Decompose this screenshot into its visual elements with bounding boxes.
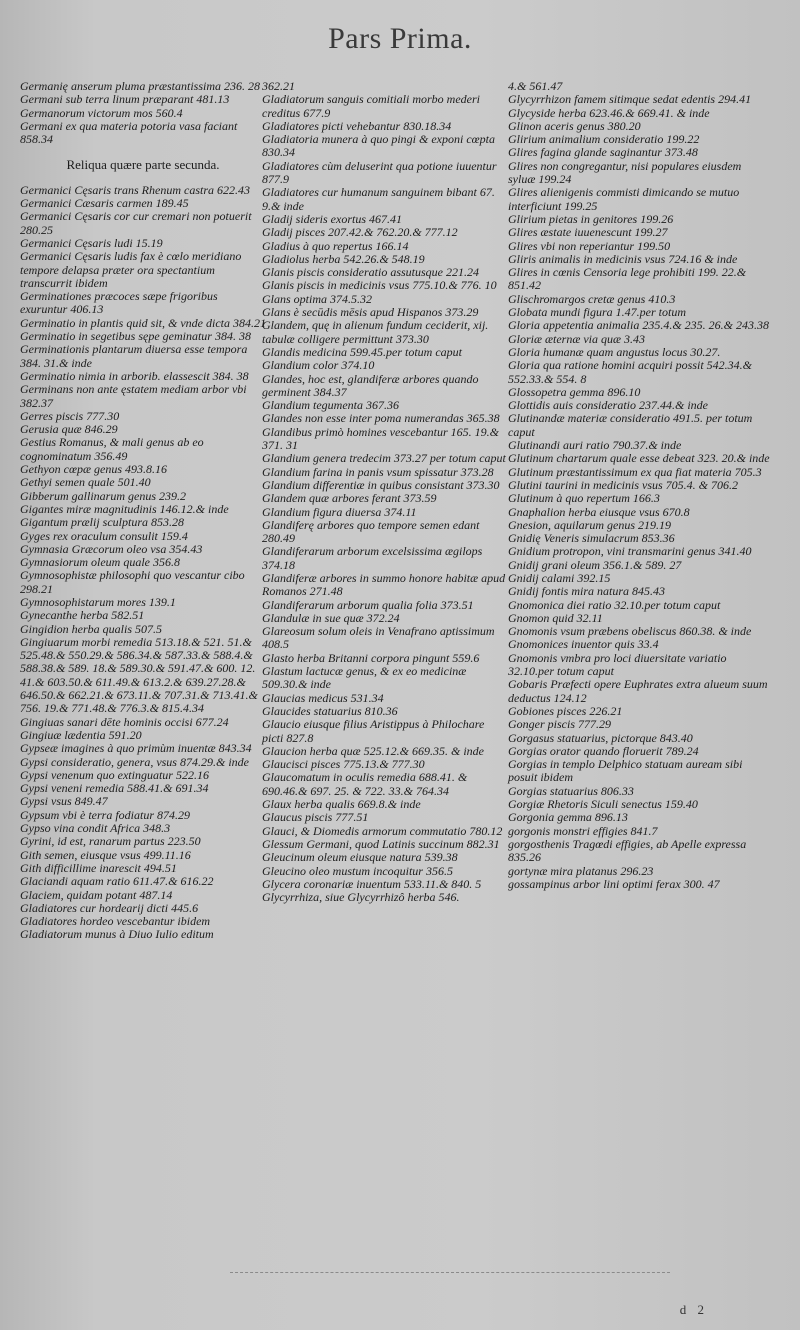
index-entry: Gliris animalis in medicinis vsus 724.16 & inde [508,251,738,266]
index-entry: Glasto herba Britanni corpora pingunt 559.6 [262,650,480,665]
index-entry: Glaucus piscis 777.51 [262,810,369,825]
index-entry: Gladiatores hordeo vescebantur ibidem [20,914,211,929]
index-entry: Gnomonices inuentor quis 33.4 [508,637,659,652]
index-entry: Germani sub terra linum præparant 481.13 [20,92,230,107]
index-entry: Gloriæ æternæ via quæ 3.43 [508,331,646,346]
index-entry: Glaucion herba quæ 525.12.& 669.35. & inde [262,743,484,758]
index-column-2 [262,80,508,904]
index-entry: Gorgias in templo Delphico statuam auream sibi posuit ibidem [508,757,743,785]
index-entry: Glischromargos cretæ genus 410.3 [508,291,676,306]
index-entry: Gloria appetentia animalia 235.4.& 235. 26.& 243.38 [508,318,769,333]
index-entry: Gladij sideris exortus 467.41 [262,211,402,226]
index-entry: Gnidię Veneris simulacrum 853.36 [508,531,675,546]
index-entry: Glareosum solum oleis in Venafrano aptissimum 408.5 [262,624,495,652]
index-entry: Gnomon quid 32.11 [508,610,603,625]
index-entry: Glutinum chartarum quale esse debeat 323. 20.& inde [508,451,770,466]
index-entry: Glandiferarum arborum excelsissima ægilops 374.18 [262,544,483,572]
index-entry: Glaux herba qualis 669.8.& inde [262,797,421,812]
index-entry: Gnomonis vmbra pro loci diuersitate variatio 32.10.per totum caput [508,650,727,679]
index-entry: Globata mundi figura 1.47.per totum [508,305,687,320]
index-entry: Gladiatores cur hordearij dicti 445.6 [20,900,199,915]
index-entry: Glandiferæ arbores in summo honore habitæ apud Romanos 271.48 [262,570,506,599]
index-entry: Glandiferarum arborum qualia folia 373.51 [262,597,474,612]
index-entry: Gith difficillime inarescit 494.51 [20,860,177,875]
index-entry: Germinationes præcoces sæpe frigoribus exuruntur 406.13 [20,289,218,317]
section-note: Reliqua quære parte secunda. [66,157,220,173]
index-entry: Glutini taurini in medicinis vsus 705.4. & 706.2 [508,477,738,492]
index-entry: Gingiuas sanari dēte hominis occisi 677.24 [20,714,229,729]
bottom-rule [230,1272,670,1273]
index-entry: Glandes, hoc est, glandiferæ arbores quando germinent 384.37 [262,371,479,399]
index-entry: Gypsi vsus 849.47 [20,794,108,809]
index-entry: Gibberum gallinarum genus 239.2 [20,488,186,503]
index-entry: Gethyi semen quale 501.40 [20,475,151,490]
index-entry: Gladiatoria munera à quo pingi & exponi cœpta 830.34 [262,132,495,160]
index-entry: gorgonis monstri effigies 841.7 [508,823,658,838]
index-entry: Gorgonia gemma 896.13 [508,810,628,825]
index-entry: Glans optima 374.5.32 [262,291,373,306]
index-entry: Gymnasia Græcorum oleo vsa 354.43 [20,541,203,556]
index-entry: Glaucias medicus 531.34 [262,690,384,705]
index-entry: Glandibus primò homines vescebantur 165. 19.& 371. 31 [262,424,499,453]
index-entry: Glauci, & Diomedis armorum commutatio 780.12 [262,823,503,838]
index-entry: Glaciandi aquam ratio 611.47.& 616.22 [20,874,214,889]
index-entry: Gyges rex oraculum consulit 159.4 [20,528,188,543]
index-entry: Germani ex qua materia potoria vasa faciant 858.34 [20,118,238,147]
index-entry: gorgosthenis Tragœdi effigies, ab Apelle expressa 835.26 [508,836,747,865]
index-entry: gossampinus arbor lini optimi ferax 300. 47 [508,876,720,891]
index-entry: Gnidij fontis mira natura 845.43 [508,584,666,599]
index-entry: Glycyrrhiza, siue Glycyrrhizô herba 546. [262,890,460,905]
index-entry: Germanorum victorum mos 560.4 [20,105,183,120]
index-entry: Glires in cœnis Censoria lege prohibiti 199. 22.& 851.42 [508,265,747,293]
index-entry: Glandem, quę in alienum fundum ceciderit, xij. tabulæ colligere permittunt 373.30 [262,318,489,346]
index-entry: Glaucomatum in oculis remedia 688.41. & 690.46.& 697. 25. & 722. 33.& 764.34 [262,770,468,798]
index-entry: Germinatio in plantis quid sit, & vnde dicta 384.21 [20,315,266,330]
index-entry: Glandium figura diuersa 374.11 [262,504,417,519]
index-entry: Glandulæ in sue quæ 372.24 [262,610,400,625]
index-entry: Gladij pisces 207.42.& 762.20.& 777.12 [262,225,458,240]
index-entry: Gobaris Præfecti opere Euphrates extra alueum suum deductus 124.12 [508,677,768,705]
signature-mark: d 2 [679,1302,708,1317]
index-entry: Glanis piscis in medicinis vsus 775.10.& 776. 10 [262,278,497,293]
index-entry: Glycyrrhizon famem sitimque sedat edentis 294.41 [508,92,752,107]
index-entry: Gladiatorum sanguis comitiali morbo mederi creditus 677.9 [262,92,480,120]
index-entry: Glandis medicina 599.45.per totum caput [262,344,462,359]
index-entry: Gnaphalion herba eiusque vsus 670.8 [508,504,690,519]
index-entry: Glutinum à quo repertum 166.3 [508,491,660,506]
index-entry: Gnidij grani oleum 356.1.& 589. 27 [508,557,682,572]
index-entry: gortynæ mira platanus 296.23 [508,863,654,878]
index-entry: Glandem quæ arbores ferant 373.59 [262,491,437,506]
index-entry: Glastum lactucæ genus, & ex eo medicinæ 509.30.& inde [262,664,467,692]
index-entry: Germanici Cęsaris trans Rhenum castra 622.43 [20,182,250,197]
index-entry: Glutinum præstantissimum ex qua fiat materia 705.3 [508,464,762,479]
index-entry: Gorgias orator quando floruerit 789.24 [508,743,699,758]
index-entry: Glandium differentiæ in quibus consistant 373.30 [262,477,500,492]
index-entry: Glanis piscis consideratio assutusque 221.24 [262,265,480,280]
index-column-1 [20,80,266,942]
index-entry: Glutinandi auri ratio 790.37.& inde [508,438,682,453]
index-entry: Gladiatorum munus à Diuo Iulio editum [20,927,214,942]
index-entry: Gonger piscis 777.29 [508,717,611,732]
index-entry: Glandium farina in panis vsum spissatur 373.28 [262,464,494,479]
index-entry: Glandium tegumenta 367.36 [262,398,399,413]
index-entry: Germinatio nimia in arborib. elassescit 384. 38 [20,368,249,383]
running-header: Pars Prima. [328,22,472,55]
index-entry: Gypseæ imagines à quo primùm inuentæ 843.34 [20,741,252,756]
index-entry: Gypsi venenum quo extinguatur 522.16 [20,767,209,782]
index-entry: Glires vbi non reperiantur 199.50 [508,238,671,253]
index-entry: Glirium animalium consideratio 199.22 [508,132,700,147]
index-entry: Gingidion herba qualis 507.5 [20,621,163,636]
index-entry: Gladiatores cur humanum sanguinem bibant 67. 9.& inde [262,185,495,213]
index-entry: Gloria humanæ quam angustus locus 30.27. [508,344,721,359]
index-entry: Gestius Romanus, & mali genus ab eo cognominatum 356.49 [20,435,204,463]
index-entry: Gladiatores picti vehebantur 830.18.34 [262,118,452,133]
index-entry: Glires alienigenis commisti dimicando se mutuo interficiunt 199.25 [508,185,740,213]
index-entry: Germanici Cęsaris ludis fax è cœlo meridiano tempore delapsa præter ora spectantium transcurrit ibidem [20,249,242,290]
index-entry: Glutinandæ materiæ consideratio 491.5. per totum caput [508,411,753,439]
index-entry: Gleucino oleo mustum incoquitur 356.5 [262,863,453,878]
index-entry: Glinon aceris genus 380.20 [508,118,641,133]
index-entry: Germinationis plantarum diuersa esse tempora 384. 31.& inde [20,342,248,370]
index-entry: Gnidij calami 392.15 [508,570,611,585]
index-entry: Germinatio in segetibus sępe geminatur 384. 38 [20,329,251,344]
index-entry: Gethyon cœpæ genus 493.8.16 [20,462,167,477]
index-entry: Gypso vina condit Africa 348.3 [20,821,171,836]
index-entry: Gingiuæ lædentia 591.20 [20,727,142,742]
index-entry: Gnomonis vsum præbens obeliscus 860.38. & inde [508,624,752,639]
index-entry: Glycyside herba 623.46.& 669.41. & inde [508,105,710,120]
index-entry: Gerres piscis 777.30 [20,408,120,423]
index-entry: Gnesion, aquilarum genus 219.19 [508,517,671,532]
index-entry: Glaucisci pisces 775.13.& 777.30 [262,757,425,772]
index-entry: Gymnosophistarum mores 139.1 [20,594,176,609]
index-entry: Gypsi veneni remedia 588.41.& 691.34 [20,781,209,796]
index-entry: Glandes non esse inter poma numerandas 365.38 [262,411,500,426]
index-entry: Gnomonica diei ratio 32.10.per totum caput [508,597,721,612]
index-entry: Glans è secūdis mēsis apud Hispanos 373.29 [262,305,479,320]
index-entry: Gobiones pisces 226.21 [508,703,623,718]
index-entry: Gypsum vbi è terra fodiatur 874.29 [20,807,190,822]
index-entry: Gorgiæ Rhetoris Siculi senectus 159.40 [508,797,698,812]
index-entry: Gymnosophistæ philosophi quo vescantur cibo 298.21 [20,568,245,596]
index-entry: Gorgasus statuarius, pictorque 843.40 [508,730,693,745]
index-entry: Glottidis auis consideratio 237.44.& inde [508,398,708,413]
index-entry: Gigantes miræ magnitudinis 146.12.& inde [20,501,229,516]
index-entry: Gerusia quæ 846.29 [20,422,118,437]
index-entry: Glaucio eiusque filius Aristippus à Philochare picti 827.8 [262,717,485,745]
index-entry: 4.& 561.47 [508,79,563,93]
index-entry: Glycera coronariæ inuentum 533.11.& 840. 5 [262,876,482,891]
index-entry: Germinans non ante ęstatem mediam arbor vbi 382.37 [20,382,247,410]
index-entry: Glires fagina glande saginantur 373.48 [508,145,698,160]
index-entry: Glandiferę arbores quo tempore semen edant 280.49 [262,517,480,546]
index-entry: Gleucinum oleum eiusque natura 539.38 [262,850,458,865]
index-entry: Glaciem, quidam potant 487.14 [20,887,173,902]
index-entry: Gloria qua ratione homini acquiri possit 542.34.& 552.33.& 554. 8 [508,358,753,386]
index-entry: Gymnasiorum oleum quale 356.8 [20,555,180,570]
index-entry: Germanię anserum pluma præstantissima 236. 28 [20,79,261,93]
index-entry: Germanici Cęsaris cor cur cremari non potuerit 280.25 [20,209,252,237]
index-entry: Glirium pietas in genitores 199.26 [508,211,674,226]
index-entry: Gnidium protropon, vini transmarini genus 341.40 [508,544,752,559]
index-entry: Gladiatores cùm deluserint qua potione iuuentur 877.9 [262,158,497,187]
index-entry: Glires æstate iuuenescunt 199.27 [508,225,668,240]
index-entry: Gynecanthe herba 582.51 [20,608,145,623]
index-entry: Gypsi consideratio, genera, vsus 874.29.& inde [20,754,249,769]
index-entry: Gingiuarum morbi remedia 513.18.& 521. 51.& 525.48.& 550.29.& 586.34.& 587.33.& 588.4.& 588.38.& 589. 18.& 589.30.& 591.47.& 600. 12. 41.& 603.50.& 611.49.& 613.2.& 639.27.28.& 646.50.& 662.21.& 673.11.& 707.31.& 713.41.& 756. 19.& 771.48.& 776.3.& 815.4.34 [20,634,258,716]
index-entry: Glandium genera tredecim 373.27 per totum caput [262,451,506,466]
index-entry: Germanici Cæsaris carmen 189.45 [20,196,189,211]
index-entry: Gorgias statuarius 806.33 [508,783,634,798]
index-entry: Gladius à quo repertus 166.14 [262,238,409,253]
index-entry: Gigantum prælij sculptura 853.28 [20,515,185,530]
index-entry: Gyrini, id est, ranarum partus 223.50 [20,834,201,849]
index-entry: Glossopetra gemma 896.10 [508,384,641,399]
index-entry: Germanici Cęsaris ludi 15.19 [20,235,163,250]
index-entry: Glessum Germani, quod Latinis succinum 882.31 [262,836,500,851]
index-entry: Glaucides statuarius 810.36 [262,703,398,718]
index-entry: Glires non congregantur, nisi populares eiusdem syluæ 199.24 [508,158,742,187]
index-entry: Gladiolus herba 542.26.& 548.19 [262,251,425,266]
index-entry: 362.21 [262,79,295,93]
index-column-3 [508,80,770,891]
index-entry: Glandium color 374.10 [262,358,375,373]
index-entry: Gith semen, eiusque vsus 499.11.16 [20,847,191,862]
